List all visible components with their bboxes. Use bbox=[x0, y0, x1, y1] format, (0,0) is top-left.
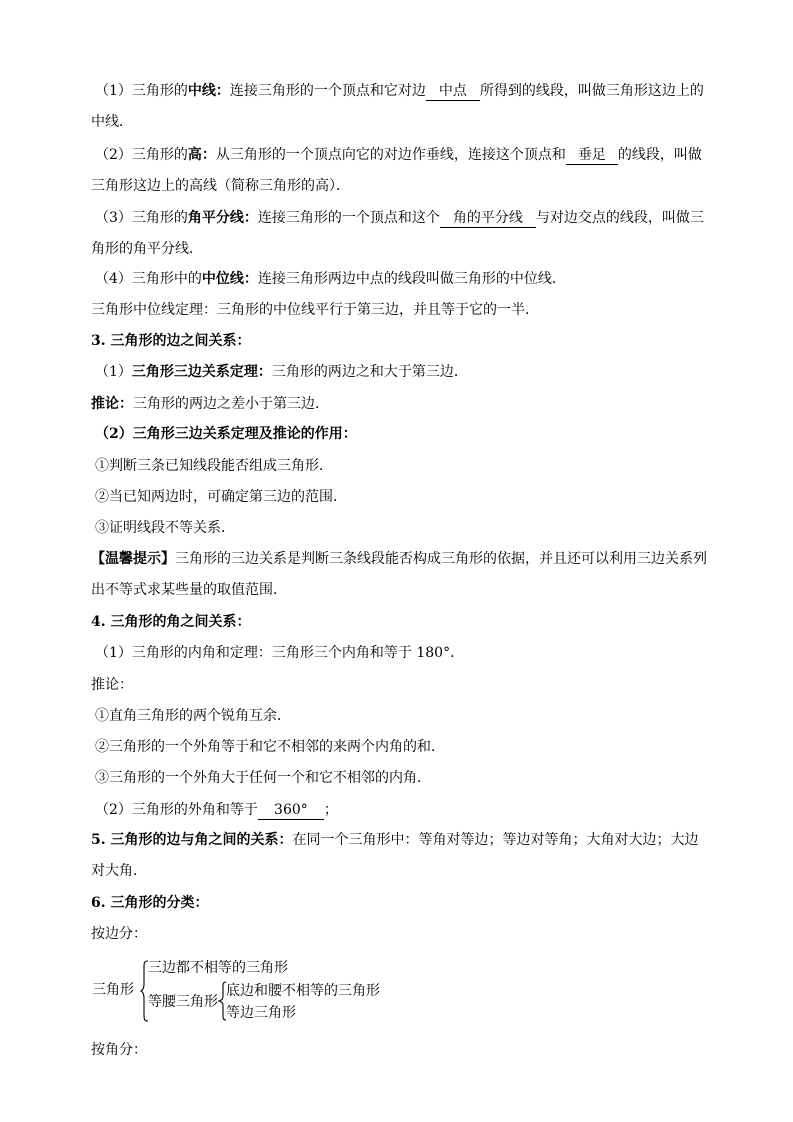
angle-corollary-2: ②三角形的一个外角等于和它不相邻的来两个内角的和． bbox=[95, 739, 445, 755]
classification-sub-equilateral: 等边三角形 bbox=[226, 1005, 296, 1021]
corollary-label: 推论： bbox=[91, 677, 133, 693]
tip-line-cont: 出不等式求某些量的取值范围． bbox=[91, 582, 287, 598]
angle-corollary-1: ①直角三角形的两个锐角互余． bbox=[95, 708, 291, 724]
altitude-definition-line: （2）三角形的高：从三角形的一个顶点向它的对边作垂线，连接这个顶点和 垂足 的线段，叫做 bbox=[95, 147, 702, 163]
fill-blank-foot: 垂足 bbox=[566, 146, 618, 165]
fill-blank-angle-bisector: 角的平分线 bbox=[440, 209, 536, 228]
tip-line: 【温馨提示】三角形的三边关系是判断三条线段能否构成三角形的依据，并且还可以利用三边关系列 bbox=[91, 551, 707, 567]
triangle-inequality-theorem: （1）三角形三边关系定理：三角形的两边之和大于第三边． bbox=[95, 364, 468, 380]
classification-branch-isosceles: 等腰三角形 bbox=[148, 994, 218, 1010]
theorem-uses-heading: （2）三角形三边关系定理及推论的作用： bbox=[95, 426, 357, 442]
use-item-2: ②当已知两边时，可确定第三边的范围． bbox=[95, 489, 347, 505]
section-3-heading: 3. 三角形的边之间关系： bbox=[91, 333, 251, 349]
section-5-cont: 对大角． bbox=[91, 863, 147, 879]
section-5-heading: 5. 三角形的边与角之间的关系：在同一个三角形中：等角对等边；等边对等角；大角对大边；大边 bbox=[91, 832, 699, 848]
fill-blank-360: 360° bbox=[258, 801, 324, 820]
fill-blank-midpoint: 中点 bbox=[426, 82, 480, 101]
classification-sub-non-equilateral: 底边和腰不相等的三角形 bbox=[226, 983, 380, 999]
median-definition-line: （1）三角形的中线：连接三角形的一个顶点和它对边 中点 所得到的线段，叫做三角形这边上的 bbox=[95, 83, 704, 99]
angle-sum-theorem: （1）三角形的内角和定理：三角形三个内角和等于 180°． bbox=[95, 645, 465, 661]
median-definition-cont: 中线． bbox=[91, 114, 133, 130]
corollary-line: 推论：三角形的两边之差小于第三边． bbox=[91, 396, 329, 412]
section-6-heading: 6. 三角形的分类： bbox=[91, 895, 209, 911]
midline-definition-line: （4）三角形中的中位线：连接三角形两边中点的线段叫做三角形的中位线． bbox=[95, 271, 566, 287]
exterior-angle-sum-line: （2）三角形的外角和等于 360° ； bbox=[95, 802, 338, 818]
angle-corollary-3: ③三角形的一个外角大于任何一个和它不相邻的内角． bbox=[95, 770, 431, 786]
classification-root: 三角形 bbox=[92, 982, 134, 998]
classification-branch-scalene: 三边都不相等的三角形 bbox=[148, 960, 288, 976]
section-4-heading: 4. 三角形的角之间关系： bbox=[91, 614, 251, 630]
classify-by-angle-label: 按角分： bbox=[91, 1042, 147, 1058]
classify-by-side-label: 按边分： bbox=[91, 926, 147, 942]
altitude-definition-cont: 三角形这边上的高线（简称三角形的高）． bbox=[91, 178, 350, 194]
bisector-definition-cont: 角形的角平分线． bbox=[91, 241, 203, 257]
midline-theorem: 三角形中位线定理：三角形的中位线平行于第三边，并且等于它的一半． bbox=[91, 302, 539, 318]
use-item-3: ③证明线段不等关系． bbox=[95, 520, 235, 536]
bisector-definition-line: （3）三角形的角平分线：连接三角形的一个顶点和这个 角的平分线 与对边交点的线段，叫做三 bbox=[95, 210, 704, 226]
use-item-1: ①判断三条已知线段能否组成三角形． bbox=[95, 458, 333, 474]
